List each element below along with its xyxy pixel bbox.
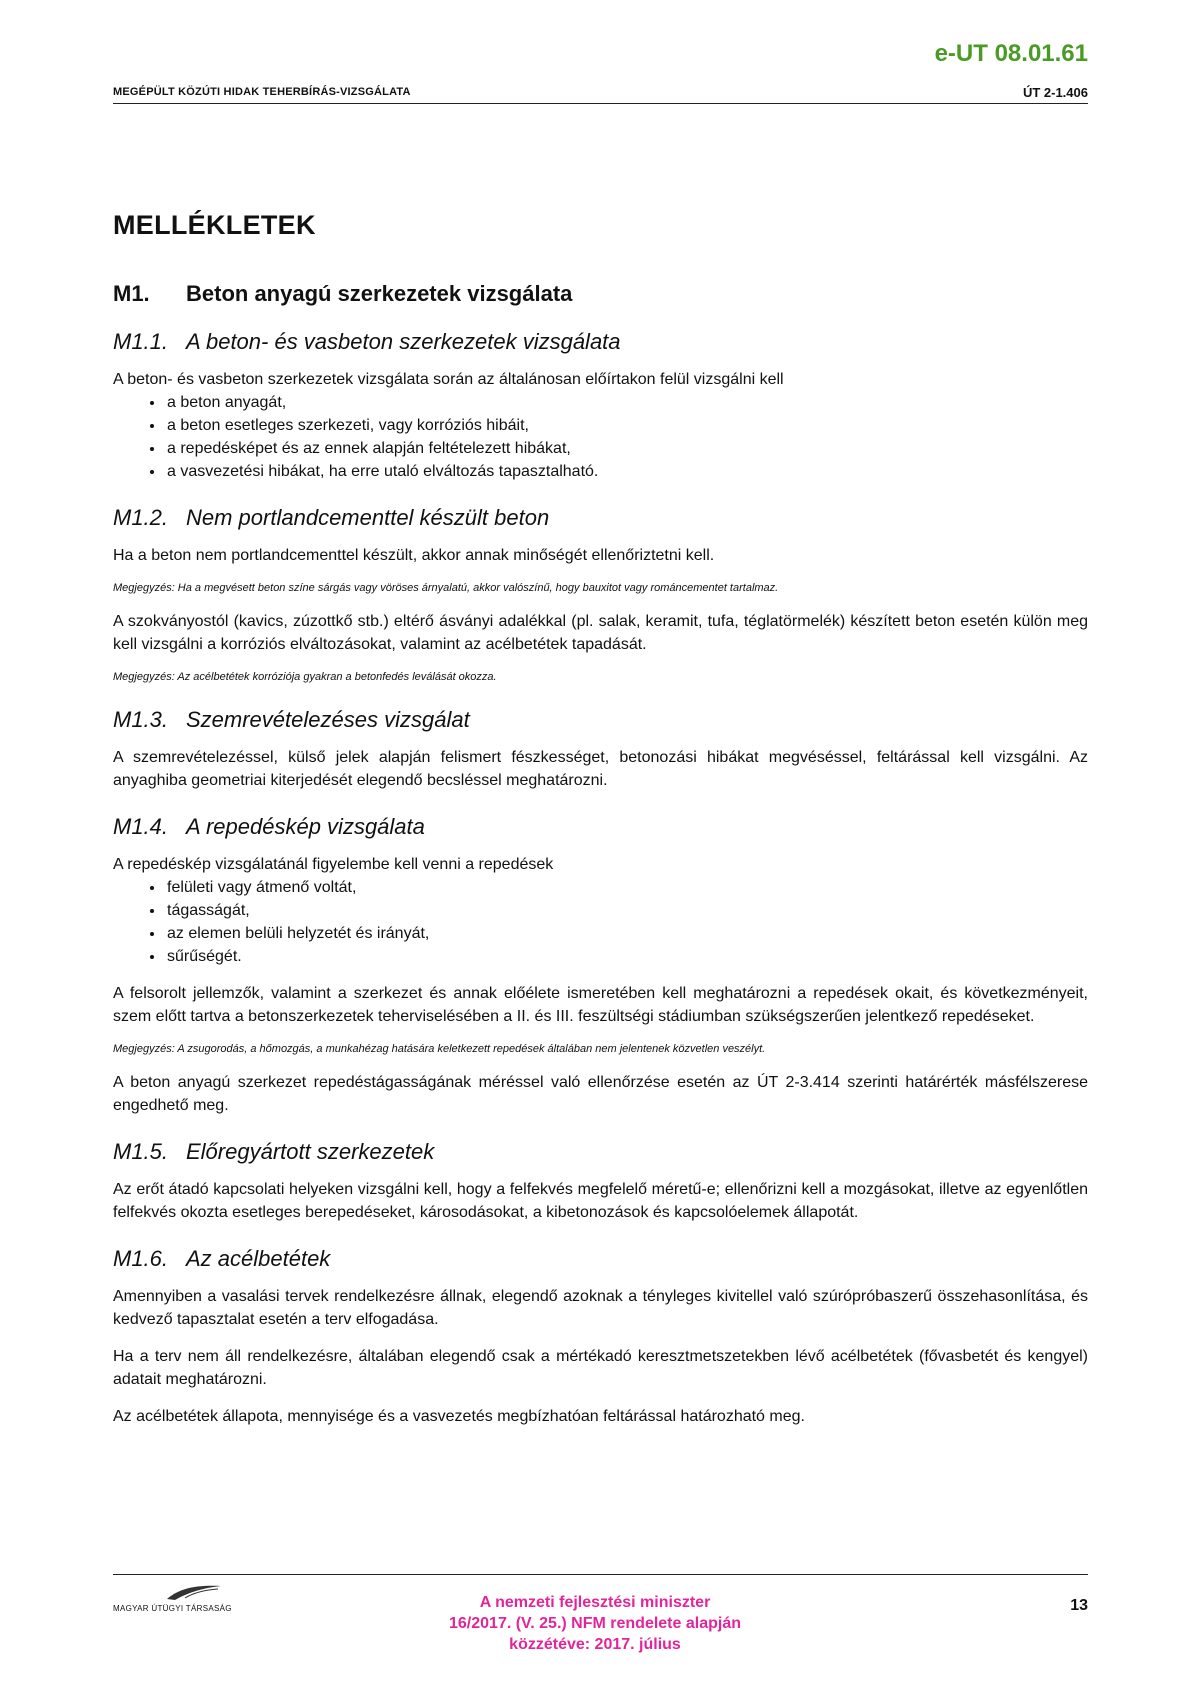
section-title: Az acélbetétek: [186, 1246, 331, 1271]
paragraph: Az acélbetétek állapota, mennyisége és a vasvezetés megbízhatóan feltárással határozható meg.: [113, 1408, 805, 1425]
paragraph: A repedéskép vizsgálatánál figyelembe kell venni a repedések: [113, 856, 554, 873]
running-title: MEGÉPÜLT KÖZÚTI HIDAK TEHERBÍRÁS-VIZSGÁLATA: [113, 86, 411, 98]
paragraph: Az erőt átadó kapcsolati helyeken vizsgálni kell, hogy a felfekvés megfelelő méretű-e; ellenőrizni kell a mozgásokat, illetve az egyenlőtlen felfekvés okozta esetleges berepedéseket, károsodásokat, a kibetonozások és kapcsolóelemek állapotát.: [113, 1181, 1088, 1221]
chapter-title: Beton anyagú szerkezetek vizsgálata: [186, 281, 573, 306]
section-heading: [113, 814, 1088, 840]
logo-swoosh-icon: [163, 1583, 223, 1601]
section-heading: [113, 707, 1088, 733]
paragraph: A szemrevételezéssel, külső jelek alapján felismert fészkességet, betonozási hibákat megvéséssel, feltárással kell vizsgálni. Az anyaghiba geometriai kiterjedését elegendő becsléssel meghatározni.: [113, 749, 1088, 789]
note: Megjegyzés: Ha a megvésett beton színe sárgás vagy vöröses árnyalatú, akkor valószínű, hogy bauxitot vagy románcementet tartalmaz.: [113, 582, 779, 594]
chapter-heading: [113, 281, 1088, 307]
paragraph: Ha a terv nem áll rendelkezésre, általában elegendő csak a mértékadó keresztmetszetekben lévő acélbetétek (fővasbetét és kengyel) adatait meghatározni.: [113, 1348, 1088, 1388]
section-title: Szemrevételezéses vizsgálat: [186, 707, 470, 732]
section-heading: [113, 505, 1088, 531]
list-item: • tágasságát,: [165, 899, 1088, 922]
section-title: A repedéskép vizsgálata: [186, 814, 425, 839]
organization-logo: [113, 1583, 283, 1613]
paragraph: A felsorolt jellemzők, valamint a szerkezet és annak előélete ismeretében kell meghatározni a repedések okait, és következményeit, szem előtt tartva a betonszerkezetek teherviselésében a II. és III. feszültségi stádiumban szükségszerűen jelentkező repedéseket.: [113, 985, 1088, 1025]
paragraph: Amennyiben a vasalási tervek rendelkezésre állnak, elegendő azoknak a tényleges kivitellel való szúrópróbaszerű összehasonlítása, és kedvező tapasztalat esetén a terv elfogadása.: [113, 1288, 1088, 1328]
list-item: • a beton esetleges szerkezeti, vagy korróziós hibáit,: [165, 414, 1088, 437]
header-divider: [113, 103, 1088, 104]
list-item: • sűrűségét.: [165, 945, 1088, 968]
list-item: • a repedésképet és az ennek alapján feltételezett hibákat,: [165, 437, 1088, 460]
main-content: [113, 210, 1088, 1442]
section-number: M1.1.: [113, 329, 169, 354]
section-heading: [113, 329, 1088, 355]
publication-line: 16/2017. (V. 25.) NFM rendelete alapján: [449, 1615, 741, 1632]
document-number: ÚT 2-1.406: [1022, 85, 1088, 100]
list-item: • a beton anyagát,: [165, 391, 1088, 414]
section-number: M1.4.: [113, 814, 169, 839]
page-number: 13: [1070, 1597, 1088, 1614]
paragraph: A szokványostól (kavics, zúzottkő stb.) eltérő ásványi adalékkal (pl. salak, keramit, tufa, téglatörmelék) készített beton esetén külön meg kell vizsgálni a korróziós elváltozásokat, valamint az acélbetétek tapadását.: [113, 613, 1088, 653]
page-title: MELLÉKLETEK: [113, 210, 316, 240]
document-code: e-UT 08.01.61: [934, 40, 1088, 67]
bullet-list: [113, 391, 1088, 483]
footer-divider: [113, 1574, 1088, 1575]
paragraph: Ha a beton nem portlandcementtel készült, akkor annak minőségét ellenőriztetni kell.: [113, 547, 715, 564]
note: Megjegyzés: Az acélbetétek korróziója gyakran a betonfedés leválását okozza.: [113, 671, 497, 683]
note: Megjegyzés: A zsugorodás, a hőmozgás, a munkahézag hatására keletkezett repedések általában nem jelentenek közvetlen veszélyt.: [113, 1043, 766, 1055]
publication-note: [395, 1592, 795, 1655]
section-title: A beton- és vasbeton szerkezetek vizsgálata: [186, 329, 621, 354]
bullet-list: [113, 876, 1088, 968]
section-title: Nem portlandcementtel készült beton: [186, 505, 550, 530]
paragraph: A beton- és vasbeton szerkezetek vizsgálata során az általánosan előírtakon felül vizsgálni kell: [113, 371, 784, 388]
section-heading: [113, 1139, 1088, 1165]
section-number: M1.5.: [113, 1139, 169, 1164]
publication-line: közzétéve: 2017. július: [509, 1636, 681, 1653]
section-number: M1.2.: [113, 505, 169, 530]
section-number: M1.3.: [113, 707, 169, 732]
section-number: M1.6.: [113, 1246, 169, 1271]
section-heading: [113, 1246, 1088, 1272]
section-title: Előregyártott szerkezetek: [186, 1139, 435, 1164]
list-item: • a vasvezetési hibákat, ha erre utaló elváltozás tapasztalható.: [165, 460, 1088, 483]
list-item: • felületi vagy átmenő voltát,: [165, 876, 1088, 899]
list-item: • az elemen belüli helyzetét és irányát,: [165, 922, 1088, 945]
logo-text: MAGYAR ÚTÜGYI TÁRSASÁG: [113, 1604, 232, 1613]
publication-line: A nemzeti fejlesztési miniszter: [479, 1594, 711, 1611]
paragraph: A beton anyagú szerkezet repedéstágasságának méréssel való ellenőrzése esetén az ÚT 2-3.414 szerinti határérték másfélszerese engedhető meg.: [113, 1074, 1088, 1114]
chapter-number: M1.: [113, 281, 150, 306]
